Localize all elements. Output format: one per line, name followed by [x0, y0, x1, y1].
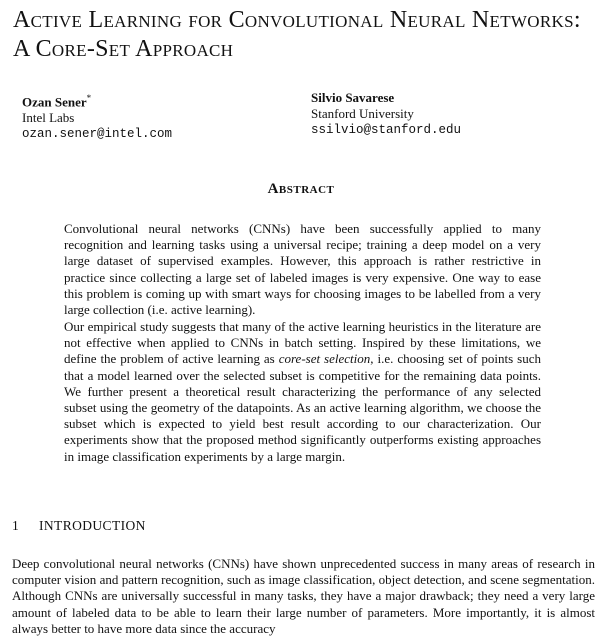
abstract-paragraph-1: Convolutional neural networks (CNNs) have been successfully applied to many recognition and learning tasks using a universal recipe; training a deep model on a very large dataset of supervised examples. However, this approach is rather restrictive in practice since collecting a large set of labeled images is very expensive. One way to ease this problem is coming up with smart ways for choosing images to be labelled from a very large collection (i.e. active learning).: [64, 221, 541, 318]
section-number: 1: [12, 518, 20, 533]
abstract-heading: Abstract: [267, 181, 335, 197]
author-block-1: [22, 90, 172, 142]
author-email: ssilvio@stanford.edu: [311, 123, 462, 137]
author-email: ozan.sener@intel.com: [22, 127, 173, 142]
section-title: INTRODUCTION: [39, 518, 146, 533]
abstract-paragraph-2: Our empirical study suggests that many of the active learning heuristics in the literature are not effective when applied to CNNs in batch setting. Inspired by these limitations, we define the problem of active learning as core-set selection, i.e. choosing set of points such that a model learned over the selected subset is competitive for the remaining data points. We further present a theoretical result characterizing the performance of any selected subset using the geometry of the datapoints. As an active learning algorithm, we choose the subset which is expected to yield best result according to our characterization. Our experiments show that the proposed method significantly outperforms existing approaches in image classification experiments by a large margin.: [64, 319, 541, 464]
paper-title: Active Learning for Convolutional Neural Networks: A Core-Set Approach: [13, 7, 581, 62]
author-name: Silvio Savarese: [311, 90, 395, 105]
introduction-paragraph: Deep convolutional neural networks (CNNs) have shown unprecedented success in many areas of research in computer vision and pattern recognition, such as image classification, object detection, and scene segmentation. Although CNNs are universally successful in many tasks, they have a major drawback; they need a very large amount of labeled data to be able to learn their large number of parameters. More importantly, it is almost always better to have more data since the accuracy: [12, 556, 595, 636]
author-affiliation: Stanford University: [311, 106, 414, 121]
author-affiliation: Intel Labs: [22, 110, 75, 126]
author-footnote-mark: *: [86, 93, 92, 103]
emphasis-core-set-selection: core-set selection: [278, 351, 371, 367]
author-block-2: [311, 90, 461, 138]
section-heading-introduction: [12, 518, 146, 534]
author-name: Ozan Sener*: [22, 93, 92, 110]
